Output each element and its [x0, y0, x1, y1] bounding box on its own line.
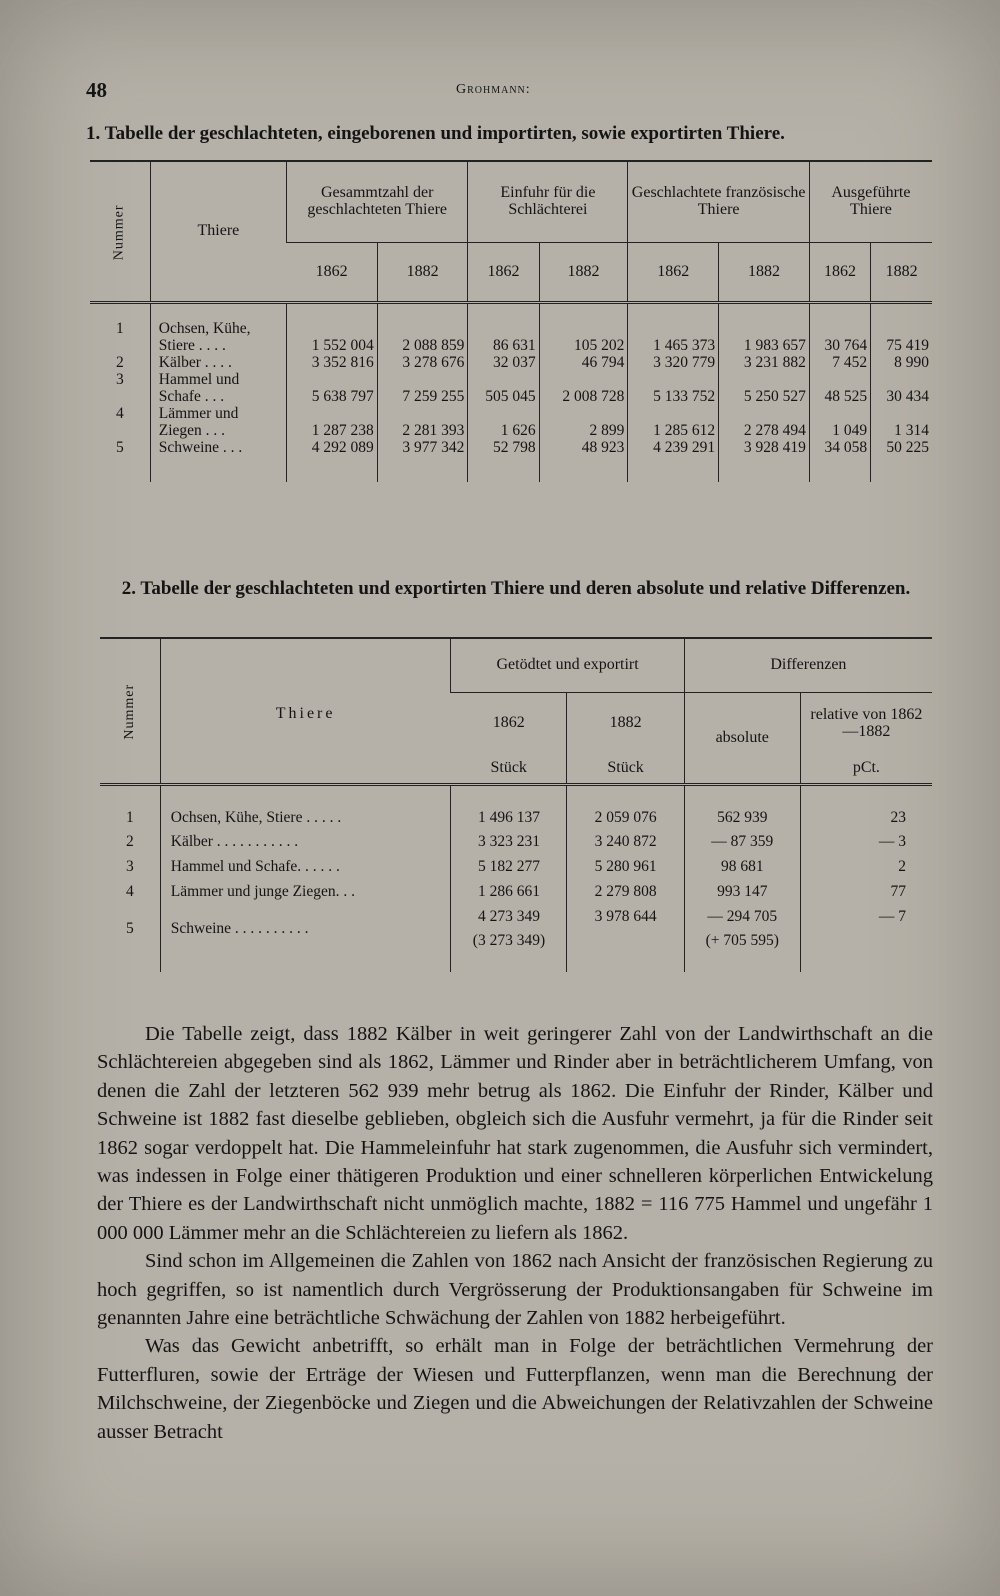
table-cell: 50 225: [871, 439, 932, 482]
row-number: 2: [126, 833, 134, 851]
difference-absolute: [684, 905, 800, 973]
difference-relative: — 7: [800, 905, 932, 973]
difference-relative: 2: [800, 855, 932, 880]
value: 1 496 137: [477, 808, 540, 826]
running-header: [86, 78, 936, 104]
difference-absolute: [684, 855, 800, 880]
table-cell: 2 281 393: [377, 405, 468, 439]
year-header: 1862: [286, 243, 377, 303]
row-number: 4: [116, 405, 124, 423]
animal-name: Kälber . . . . . . . . . . .: [160, 830, 451, 855]
table1-caption: 1. Tabelle der geschlachteten, eingeborenen und importirten, sowie exportirten Thiere.: [86, 123, 785, 144]
difference-absolute: [684, 784, 800, 830]
value: 1 286 661: [477, 882, 540, 900]
table-cell: 48 525: [809, 371, 870, 405]
value-1862: [451, 855, 567, 880]
unit-stueck: Stück: [451, 754, 567, 784]
table-cell: 1 285 612: [628, 405, 719, 439]
column-header-thiere: Thiere: [160, 638, 451, 784]
table-cell: 7 452: [809, 354, 870, 371]
table-row: [100, 905, 932, 973]
table-cell: 5 250 527: [719, 371, 810, 405]
value: 4 273 349: [477, 907, 540, 925]
animal-name: Kälber . . . .: [150, 354, 286, 371]
unit-stueck: Stück: [567, 754, 684, 784]
paragraph: Die Tabelle zeigt, dass 1882 Kälber in weit geringerer Zahl von der Landwirthschaft an die Schlächtereien abgegeben sind als 1862, Lämmer und Rinder aber in beträchtlicherem Umfang, von denen die Zahl der letzteren 562 939 mehr betrug als 1862. Die Einfuhr der Rinder, Kälber und Schweine ist 1882 fast dieselbe geblieben, obgleich sich die Ausfuhr vermehrt, ja für die Rinder seit 1862 sogar verdoppelt hat. Die Hammeleinfuhr hat stark zugenommen, die Ausfuhr sich vermindert, was indessen in Folge einer thätigeren Produktion und einer schnelleren körperlichen Entwickelung der Thiere es der Landwirthschaft nicht unmöglich machte, 1882 = 116 775 Hammel und ungefähr 1 000 000 Lämmer mehr an die Schlächtereien zu liefern als 1862.: [97, 1023, 933, 1244]
row-number: 4: [126, 882, 134, 900]
table-cell: 1 465 373: [628, 303, 719, 355]
value-corrected: (+ 705 595): [705, 932, 779, 950]
table-cell: 1 552 004: [286, 303, 377, 355]
table-cell: 1 287 238: [286, 405, 377, 439]
year-header: 1862: [468, 243, 539, 303]
table-row: [100, 880, 932, 905]
difference-relative: — 3: [800, 830, 932, 855]
table-cell: 30 434: [871, 371, 932, 405]
group-header-total: Gesammtzahl der geschlachteten Thiere: [286, 161, 467, 243]
table-row: [90, 303, 932, 355]
difference-relative: 77: [800, 880, 932, 905]
difference-absolute: [684, 880, 800, 905]
column-header-thiere: Thiere: [150, 161, 286, 303]
table-cell: 2 088 859: [377, 303, 468, 355]
table-cell: 86 631: [468, 303, 539, 355]
value-1882: 3 978 644: [567, 905, 684, 973]
table-cell: 1 626: [468, 405, 539, 439]
animal-name: Hammel und Schafe . . .: [150, 371, 286, 405]
value-1862: [451, 830, 567, 855]
difference-absolute: [684, 830, 800, 855]
group-header-killed-exported: Getödtet und exportirt: [451, 638, 684, 692]
value-1882: 5 280 961: [567, 855, 684, 880]
value-1882: 2 059 076: [567, 784, 684, 830]
value-corrected: (3 273 349): [472, 932, 546, 950]
animal-name: Ochsen, Kühe, Stiere . . . . .: [160, 784, 451, 830]
value: — 294 705: [707, 907, 778, 925]
table-cell: 2 899: [539, 405, 628, 439]
table-cell: 4 239 291: [628, 439, 719, 482]
table-row: [90, 354, 932, 371]
table-cell: 1 049: [809, 405, 870, 439]
column-header-nummer: Nummer: [90, 161, 150, 303]
table-row: [100, 830, 932, 855]
row-number: 3: [116, 371, 124, 389]
animal-name: Ochsen, Kühe, Stiere . . . .: [150, 303, 286, 355]
value: 993 147: [717, 882, 768, 900]
table-row: [90, 439, 932, 482]
value: 562 939: [717, 808, 768, 826]
table-cell: 505 045: [468, 371, 539, 405]
table-row: [90, 371, 932, 405]
value: 3 323 231: [477, 833, 540, 851]
table-cell: 46 794: [539, 354, 628, 371]
page-number: 48: [86, 78, 107, 102]
row-number: 5: [116, 439, 124, 457]
table-row: [100, 784, 932, 830]
table-cell: 52 798: [468, 439, 539, 482]
group-header-french: Geschlachtete französische Thiere: [628, 161, 809, 243]
year-header: 1882: [539, 243, 628, 303]
table-slaughtered-imported-exported: [90, 160, 932, 482]
column-header-nummer: Nummer: [100, 638, 160, 784]
year-header: 1882: [719, 243, 810, 303]
table-cell: 7 259 255: [377, 371, 468, 405]
row-number: 1: [100, 784, 160, 830]
table2-caption: 2. Tabelle der geschlachteten und exportirten Thiere und deren absolute und relative Differenzen.: [121, 578, 911, 599]
difference-relative: 23: [800, 784, 932, 830]
value-1882: 3 240 872: [567, 830, 684, 855]
row-number: 1: [90, 303, 150, 355]
value: — 87 359: [711, 833, 774, 851]
table-cell: 3 278 676: [377, 354, 468, 371]
group-header-differences: Differenzen: [684, 638, 932, 692]
table-cell: 1 983 657: [719, 303, 810, 355]
table-cell: 105 202: [539, 303, 628, 355]
table-cell: 4 292 089: [286, 439, 377, 482]
table-cell: 2 008 728: [539, 371, 628, 405]
table-differences: [100, 637, 932, 972]
paragraph: Was das Gewicht anbetrifft, so erhält man in Folge der beträchtlichen Vermehrung der Futterfluren, sowie der Erträge der Wiesen und Futterpflanzen, wenn man die Berechnung der Milchschweine, der Ziegenböcke und Ziegen und die Abweichungen der Relativzahlen der Schweine ausser Betracht: [97, 1335, 933, 1443]
group-header-exported: Ausgeführte Thiere: [809, 161, 932, 243]
row-number: 3: [126, 858, 134, 876]
year-header-1882: 1882: [567, 692, 684, 754]
table-cell: 5 133 752: [628, 371, 719, 405]
year-header: 1882: [871, 243, 932, 303]
value-1862: [451, 784, 567, 830]
row-number: 2: [116, 354, 124, 372]
table-cell: 3 231 882: [719, 354, 810, 371]
table-cell: 48 923: [539, 439, 628, 482]
unit-pct: pCt.: [800, 754, 932, 784]
row-number: 5: [126, 920, 134, 938]
table-cell: 34 058: [809, 439, 870, 482]
animal-name: Schweine . . . . . . . . . .: [160, 905, 451, 973]
running-head-author: Grohmann:: [456, 82, 531, 97]
header-relative: relative von 1862—1882: [800, 692, 932, 754]
header-absolute: absolute: [684, 692, 800, 784]
table-cell: 3 320 779: [628, 354, 719, 371]
table-cell: 5 638 797: [286, 371, 377, 405]
table-cell: 30 764: [809, 303, 870, 355]
table-cell: 1 314: [871, 405, 932, 439]
group-header-import: Einfuhr für die Schlächterei: [468, 161, 628, 243]
table-cell: 3 977 342: [377, 439, 468, 482]
value-1862: [451, 905, 567, 973]
animal-name: Hammel und Schafe. . . . . .: [160, 855, 451, 880]
year-header: 1882: [377, 243, 468, 303]
year-header: 1862: [809, 243, 870, 303]
table-cell: 3 352 816: [286, 354, 377, 371]
value: 5 182 277: [477, 858, 540, 876]
value: 98 681: [720, 858, 764, 876]
year-header: 1862: [628, 243, 719, 303]
table-row: [100, 855, 932, 880]
year-header-1862: 1862: [492, 714, 525, 732]
table-cell: 8 990: [871, 354, 932, 371]
animal-name: Schweine . . .: [150, 439, 286, 482]
paragraph: Sind schon im Allgemeinen die Zahlen von 1862 nach Ansicht der französischen Regierung zu hoch gegriffen, so ist namentlich durch Vergrösserung der Produktionsangaben für Schweine im genannten Jahre eine beträchtliche Schwächung der Zahlen von 1882 herbeigeführt.: [97, 1250, 933, 1330]
table-cell: 75 419: [871, 303, 932, 355]
value-1862: [451, 880, 567, 905]
animal-name: Lämmer und junge Ziegen. . .: [160, 880, 451, 905]
animal-name: Lämmer und Ziegen . . .: [150, 405, 286, 439]
body-text: [97, 1020, 933, 1446]
value-1882: 2 279 808: [567, 880, 684, 905]
table-cell: 32 037: [468, 354, 539, 371]
table-row: [90, 405, 932, 439]
table-cell: 3 928 419: [719, 439, 810, 482]
table-cell: 2 278 494: [719, 405, 810, 439]
